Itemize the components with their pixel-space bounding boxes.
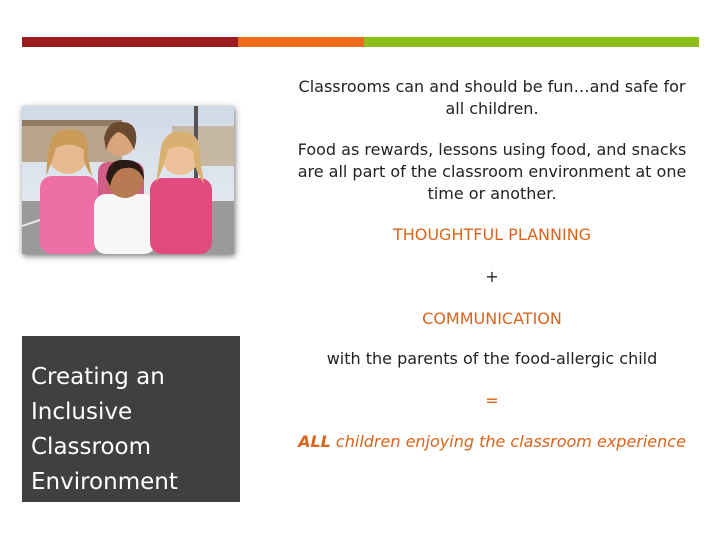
accent-bar-red (22, 37, 238, 47)
plus-sign: + (485, 267, 499, 286)
title-box (22, 336, 240, 502)
communication: COMMUNICATION (422, 309, 562, 328)
all-children-rest: children enjoying the classroom experience (330, 432, 686, 451)
equals-sign: = (485, 391, 499, 410)
all-children-text (292, 431, 692, 453)
thoughtful-planning: THOUGHTFUL PLANNING (392, 225, 592, 244)
accent-bar-orange (238, 37, 364, 47)
all-emphasis: ALL (298, 432, 331, 451)
children-photo (22, 106, 234, 254)
paragraph-fun-safe: Classrooms can and should be fun…and safe for all children. (298, 77, 686, 118)
paragraph-food: Food as rewards, lessons using food, and snacks are all part of the classroom environment at one time or another. (297, 140, 687, 203)
with-parents-text: with the parents of the food-allergic child (326, 349, 658, 368)
slide-title: Creating an Inclusive Classroom Environment (31, 364, 178, 495)
accent-bar-green (364, 37, 699, 47)
